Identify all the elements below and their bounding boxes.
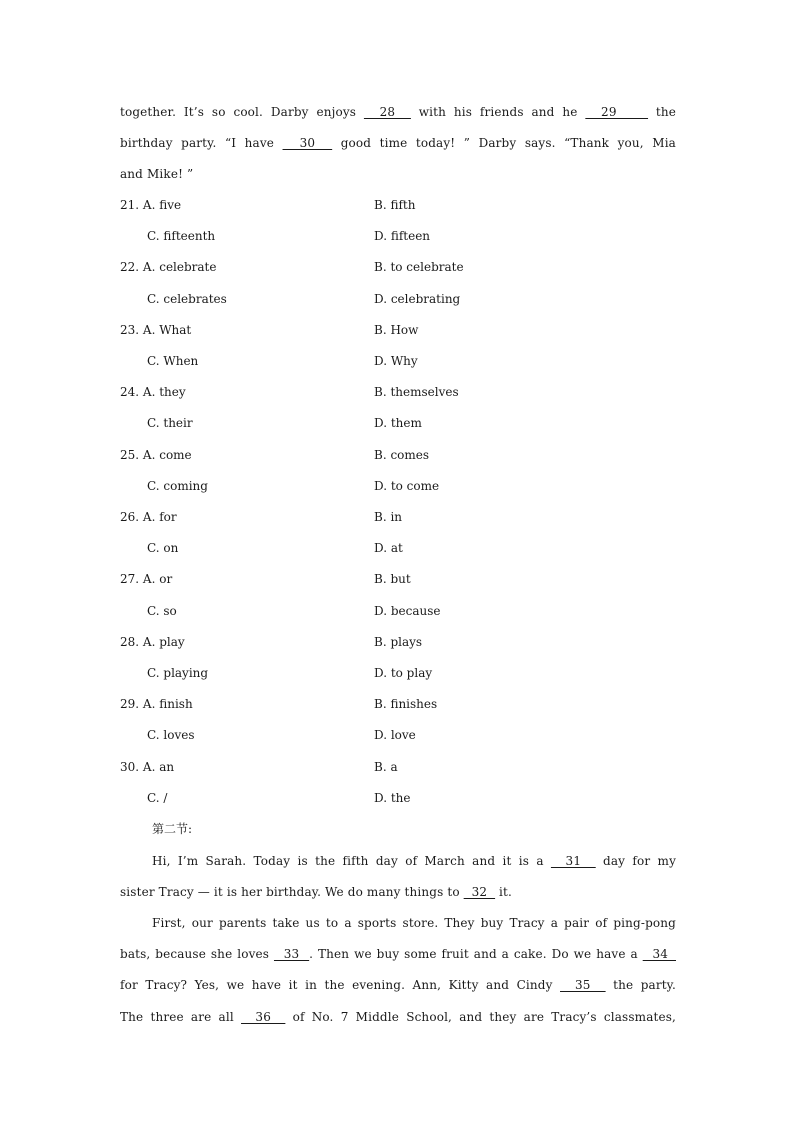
question-row <box>120 320 676 340</box>
question-row <box>120 445 676 465</box>
option-b: B. finishes <box>374 697 438 712</box>
question-number: 22. <box>120 260 140 275</box>
blank-34: 34 <box>642 947 676 961</box>
option-d: D. Why <box>374 354 418 368</box>
text: the <box>648 105 677 119</box>
blank-28: 28 <box>363 105 411 119</box>
option-a-text: A. finish <box>142 697 193 712</box>
option-a-text: A. or <box>142 572 173 587</box>
question-row <box>120 413 676 433</box>
option-d: D. because <box>374 603 441 618</box>
question-number: 24. <box>120 385 140 400</box>
text: of No. 7 Middle School, and they are Tracy’s classmates, <box>285 1010 676 1024</box>
question-row <box>120 226 676 246</box>
text: birthday party. “I have <box>120 136 283 150</box>
option-b: B. a <box>374 759 398 774</box>
option-a <box>120 507 177 527</box>
text: . Then we buy some fruit and a cake. Do we have a <box>309 947 643 961</box>
question-row <box>120 257 676 277</box>
option-b: B. fifth <box>374 198 416 212</box>
option-a-text: A. play <box>142 634 185 649</box>
question-row <box>120 725 676 745</box>
question-number: 30. <box>120 759 140 774</box>
option-c: C. celebrates <box>147 291 227 306</box>
blank-29: 29 <box>585 105 649 119</box>
option-d: D. the <box>374 790 411 805</box>
option-a <box>120 320 191 340</box>
option-c: C. playing <box>147 666 209 680</box>
option-d: D. them <box>374 416 422 431</box>
question-number: 25. <box>120 447 140 462</box>
option-a <box>120 632 185 652</box>
text: the party. <box>605 978 676 992</box>
question-row <box>120 694 676 714</box>
question-number: 27. <box>120 572 140 587</box>
option-a-text: A. come <box>142 447 192 462</box>
blank-30: 30 <box>282 136 333 150</box>
question-row <box>120 569 676 589</box>
question-number: 26. <box>120 510 140 524</box>
option-a <box>120 757 174 777</box>
option-a <box>120 445 192 465</box>
blank-35: 35 <box>560 978 606 992</box>
passage-line-5 <box>120 975 676 995</box>
text: Hi, I’m Sarah. Today is the fifth day of March and it is a <box>152 854 551 868</box>
question-row <box>120 632 676 652</box>
question-row <box>120 351 676 371</box>
question-row <box>120 538 676 558</box>
option-d: D. love <box>374 728 416 743</box>
blank-31: 31 <box>550 854 596 868</box>
option-c: C. fifteenth <box>147 229 216 244</box>
text: sister Tracy — it is her birthday. We do many things to <box>120 885 464 899</box>
option-c: C. When <box>147 354 199 368</box>
text: good time today! ” Darby says. “Thank you, Mia <box>332 136 676 150</box>
section-title: 第二节: <box>152 822 193 836</box>
option-a <box>120 694 193 714</box>
option-b: B. comes <box>374 447 430 462</box>
option-b: B. to celebrate <box>374 260 464 275</box>
question-number: 23. <box>120 322 140 337</box>
passage-line-3: First, our parents take us to a sports store. They buy Tracy a pair of ping-pong <box>152 916 676 930</box>
option-a <box>120 382 186 402</box>
passage-line-1 <box>152 851 676 871</box>
question-row <box>120 289 676 309</box>
option-d: D. to come <box>374 478 440 493</box>
question-row <box>120 788 676 808</box>
text: bats, because she loves <box>120 947 274 961</box>
option-a-text: A. an <box>142 759 175 774</box>
option-a-text: A. celebrate <box>142 260 217 275</box>
option-a-text: A. for <box>142 510 177 524</box>
option-b: B. How <box>374 322 419 337</box>
text: it. <box>495 885 512 899</box>
blank-33: 33 <box>273 947 310 961</box>
option-d: D. celebrating <box>374 291 461 306</box>
passage-line-2 <box>120 882 676 902</box>
text: with his friends and he <box>410 105 586 119</box>
option-a <box>120 569 172 589</box>
text: for Tracy? Yes, we have it in the evening. Ann, Kitty and Cindy <box>120 978 561 992</box>
option-c: C. so <box>147 603 177 618</box>
option-a <box>120 195 181 215</box>
option-d: D. to play <box>374 666 433 680</box>
question-row <box>120 476 676 496</box>
text: together. It’s so cool. Darby enjoys <box>120 105 364 119</box>
question-row <box>120 507 676 527</box>
option-b: B. in <box>374 510 403 524</box>
question-number: 21. <box>120 198 140 212</box>
question-row <box>120 757 676 777</box>
option-a-text: A. What <box>142 322 192 337</box>
intro-line-1 <box>120 102 676 122</box>
question-row <box>120 382 676 402</box>
option-b: B. but <box>374 572 411 587</box>
blank-36: 36 <box>241 1010 286 1024</box>
question-row <box>120 195 676 215</box>
option-b: B. plays <box>374 634 423 649</box>
intro-line-2 <box>120 133 676 153</box>
text: The three are all <box>120 1010 242 1024</box>
option-c: C. loves <box>147 728 195 743</box>
option-a-text: A. they <box>142 385 186 400</box>
option-c: C. coming <box>147 478 208 493</box>
question-number: 29. <box>120 697 140 712</box>
blank-32: 32 <box>463 885 496 899</box>
question-row <box>120 601 676 621</box>
option-b: B. themselves <box>374 385 459 400</box>
option-a-text: A. five <box>142 198 182 212</box>
option-c: C. / <box>147 790 168 805</box>
intro-line-3: and Mike! ” <box>120 167 194 181</box>
text: day for my <box>595 854 676 868</box>
option-c: C. their <box>147 416 193 431</box>
option-d: D. at <box>374 541 403 556</box>
option-a <box>120 257 216 277</box>
option-d: D. fifteen <box>374 229 431 244</box>
question-row <box>120 663 676 683</box>
option-c: C. on <box>147 541 179 556</box>
question-number: 28. <box>120 634 140 649</box>
passage-line-4 <box>120 944 676 964</box>
passage-line-6 <box>120 1007 676 1027</box>
